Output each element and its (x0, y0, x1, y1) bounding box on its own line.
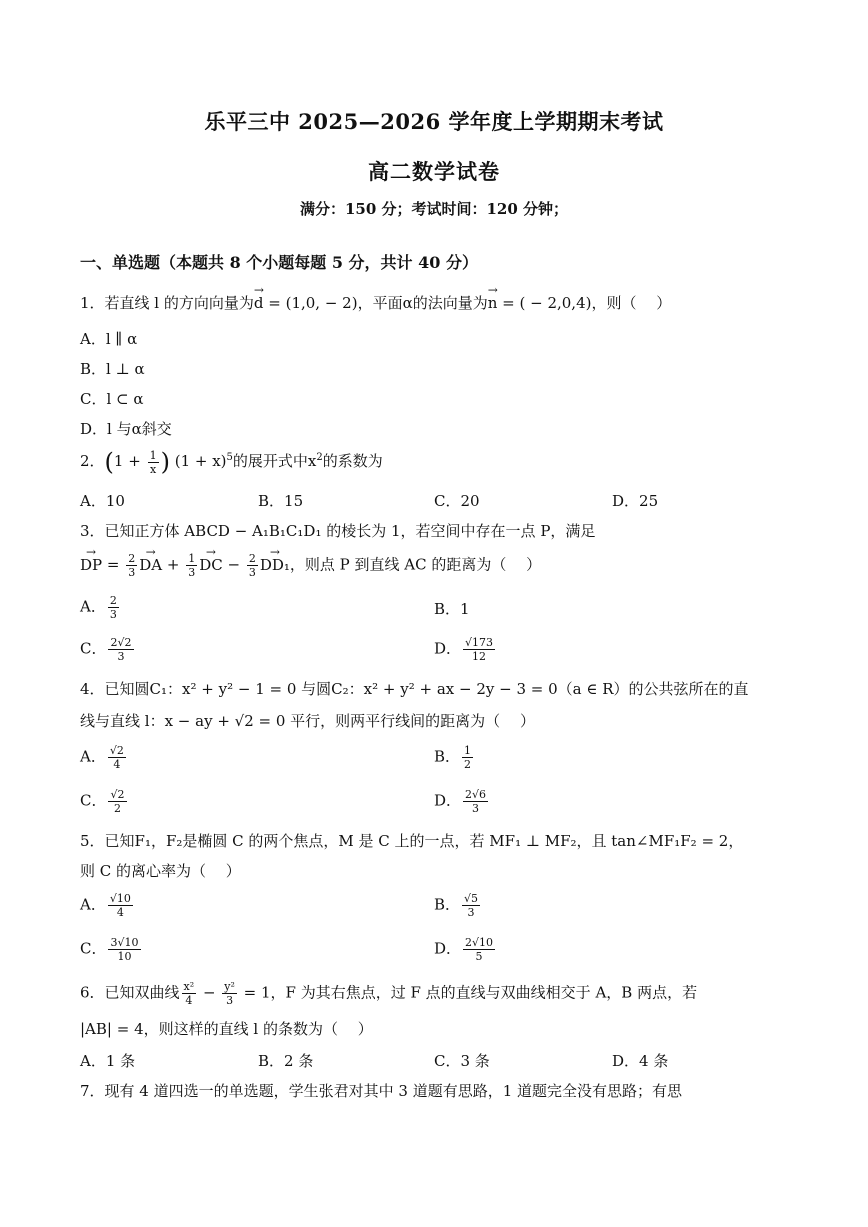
q4-b-label: B． (434, 747, 461, 766)
q3-d-frac (463, 636, 495, 663)
q2-option-b: B．15 (258, 492, 304, 510)
q5-option-a (80, 892, 135, 919)
q2-option-c: C．20 (434, 492, 480, 510)
exam-title: 乐平三中 2025—2026 学年度上学期期末考试 (204, 109, 664, 134)
q2-text-1: (1 + x) (169, 452, 227, 470)
q5-b-label: B． (434, 895, 461, 914)
q3-option-d (434, 636, 497, 663)
q1-text-3: = ( − 2,0,4)，则（ ） (497, 294, 672, 312)
q3-frac-3 (247, 552, 258, 579)
q1-vector-d: → d (254, 294, 264, 312)
question-4-stem-line1: 4．已知圆C₁：x² + y² − 1 = 0 与圆C₂：x² + y² + ax − 2y − 3 = 0（a ∈ R）的公共弦所在的直 (80, 680, 749, 698)
q6-frac-x (182, 980, 197, 1007)
q2-text-3: 的系数为 (322, 452, 383, 470)
q4-option-a (80, 744, 128, 771)
q3-frac-1 (126, 552, 137, 579)
question-5-stem-line2: 则 C 的离心率为（ ） (80, 862, 241, 880)
q2-exp-5: 5 (226, 452, 233, 463)
q2-paren-close: ) (160, 448, 170, 476)
question-5-stem-line1: 5．已知F₁，F₂是椭圆 C 的两个焦点，M 是 C 上的一点，若 MF₁ ⊥ MF₂，且 tan∠MF₁F₂ = 2， (80, 832, 744, 850)
question-3-stem-line2 (80, 552, 541, 579)
q2-exp-2: 2 (316, 452, 323, 463)
q5-d-label: D． (434, 939, 462, 958)
section-heading: 一、单选题（本题共 8 个小题每题 5 分，共计 40 分） (80, 253, 478, 272)
q6-option-a: A．1 条 (80, 1052, 136, 1070)
q4-b-frac (462, 744, 473, 771)
q2-frac-num: 1 (149, 448, 157, 462)
q6-option-b: B．2 条 (258, 1052, 314, 1070)
q4-a-frac (108, 744, 126, 771)
q4-option-d (434, 788, 490, 815)
q4-d-den: 3 (472, 802, 480, 815)
q6-option-d: D．4 条 (612, 1052, 669, 1070)
q3-vector-dp: → DP (80, 556, 102, 574)
question-2-stem (80, 448, 383, 476)
q1-vector-n: → n (488, 294, 498, 312)
q3-vector-dd1: → DD₁ (260, 556, 290, 574)
q3-plus: + (162, 555, 185, 574)
question-1-stem (80, 292, 671, 313)
q3-option-c (80, 636, 136, 663)
q5-c-den: 10 (117, 950, 132, 963)
q3-c-den: 3 (117, 650, 125, 663)
q3-d-den: 12 (472, 650, 487, 663)
q5-d-num: 2√10 (465, 936, 494, 949)
q3-frac3-num: 2 (248, 552, 256, 565)
q6-frac-y (222, 980, 237, 1007)
question-6-stem-line2: |AB| = 4，则这样的直线 l 的条数为（ ） (80, 1020, 373, 1038)
q3-option-a (80, 594, 121, 621)
q4-c-den: 2 (113, 802, 121, 815)
q3-frac1-den: 3 (128, 566, 136, 579)
q1-text-2: = (1,0, − 2)，平面α的法向量为 (263, 294, 488, 312)
q4-option-c (80, 788, 129, 815)
question-6-stem-line1 (80, 980, 697, 1007)
q3-a-den: 3 (109, 608, 117, 621)
q4-a-num: √2 (109, 744, 124, 757)
q6-frac1-den: 4 (185, 994, 193, 1007)
q5-option-c (80, 936, 143, 963)
q4-b-num: 1 (464, 744, 472, 757)
q2-text-2: 的展开式中x (232, 452, 317, 470)
q3-d-num: √173 (465, 636, 494, 649)
q4-c-label: C． (80, 791, 107, 810)
q2-one-plus: 1 + (113, 452, 146, 470)
q5-c-num: 3√10 (110, 936, 139, 949)
q3-d-label: D． (434, 639, 462, 658)
q3-c-num: 2√2 (110, 636, 132, 649)
q2-frac-den: x (149, 462, 157, 476)
q2-option-d: D．25 (612, 492, 659, 510)
question-4-stem-line2: 线与直线 l：x − ay + √2 = 0 平行，则两平行线间的距离为（ ） (80, 712, 535, 730)
q6-frac2-den: 3 (226, 994, 234, 1007)
q5-d-frac (463, 936, 495, 963)
q4-option-b (434, 744, 475, 771)
q3-frac2-den: 3 (188, 566, 196, 579)
q5-a-den: 4 (116, 906, 124, 919)
q3-a-label: A． (80, 597, 106, 616)
q5-option-d (434, 936, 497, 963)
q3-frac3-den: 3 (248, 566, 256, 579)
q1-option-d: D．l 与α斜交 (80, 420, 172, 438)
q5-b-frac (462, 892, 480, 919)
q2-option-a: A．10 (80, 492, 125, 510)
q3-frac-2 (186, 552, 197, 579)
q5-a-label: A． (80, 895, 106, 914)
q4-d-label: D． (434, 791, 462, 810)
q3-option-b: B．1 (434, 600, 470, 618)
q3-a-num: 2 (109, 594, 117, 607)
question-3-stem-line1: 3．已知正方体 ABCD − A₁B₁C₁D₁ 的棱长为 1，若空间中存在一点 P，满足 (80, 522, 596, 540)
q3-vector-dc: → DC (199, 556, 223, 574)
q6-minus: − (198, 983, 221, 1002)
q1-text-1: 1．若直线 l 的方向向量为 (80, 294, 254, 312)
q6-frac2-num: y² (224, 980, 235, 993)
q4-a-label: A． (80, 747, 106, 766)
q3-c-label: C． (80, 639, 107, 658)
q4-d-num: 2√6 (465, 788, 487, 801)
q2-fraction (148, 449, 159, 476)
q3-c-frac (108, 636, 133, 663)
q2-number: 2． (80, 452, 105, 470)
q4-b-den: 2 (464, 758, 472, 771)
q3-tail: ，则点 P 到直线 AC 的距离为（ ） (289, 555, 542, 574)
exam-meta: 满分：150 分；考试时间：120 分钟； (299, 200, 569, 218)
q6-option-c: C．3 条 (434, 1052, 490, 1070)
q1-option-a: A．l ∥ α (80, 330, 138, 348)
q4-c-frac (108, 788, 126, 815)
q4-d-frac (463, 788, 488, 815)
q3-equals: = (102, 555, 125, 574)
q5-c-label: C． (80, 939, 107, 958)
q3-frac1-num: 2 (128, 552, 136, 565)
q4-a-den: 4 (113, 758, 121, 771)
q3-a-frac (108, 594, 119, 621)
q3-frac2-num: 1 (188, 552, 196, 565)
q6-text-1: 6．已知双曲线 (80, 983, 180, 1002)
q5-d-den: 5 (475, 950, 483, 963)
q5-c-frac (108, 936, 140, 963)
q5-b-den: 3 (467, 906, 475, 919)
question-7-stem-line1: 7．现有 4 道四选一的单选题，学生张君对其中 3 道题有思路，1 道题完全没有思路；有思 (80, 1082, 683, 1100)
q1-option-c: C．l ⊂ α (80, 390, 144, 408)
q5-a-frac (108, 892, 133, 919)
q3-vector-da: → DA (139, 556, 162, 574)
q2-paren-open: ( (104, 448, 114, 476)
q6-text-2: = 1，F 为其右焦点，过 F 点的直线与双曲线相交于 A，B 两点，若 (238, 983, 698, 1002)
q5-a-num: √10 (109, 892, 131, 905)
q5-option-b (434, 892, 482, 919)
q5-b-num: √5 (464, 892, 479, 905)
q3-minus: − (222, 555, 245, 574)
q6-frac1-num: x² (183, 980, 195, 993)
q1-option-b: B．l ⊥ α (80, 360, 145, 378)
exam-subtitle: 高二数学试卷 (368, 159, 500, 184)
q4-c-num: √2 (110, 788, 125, 801)
